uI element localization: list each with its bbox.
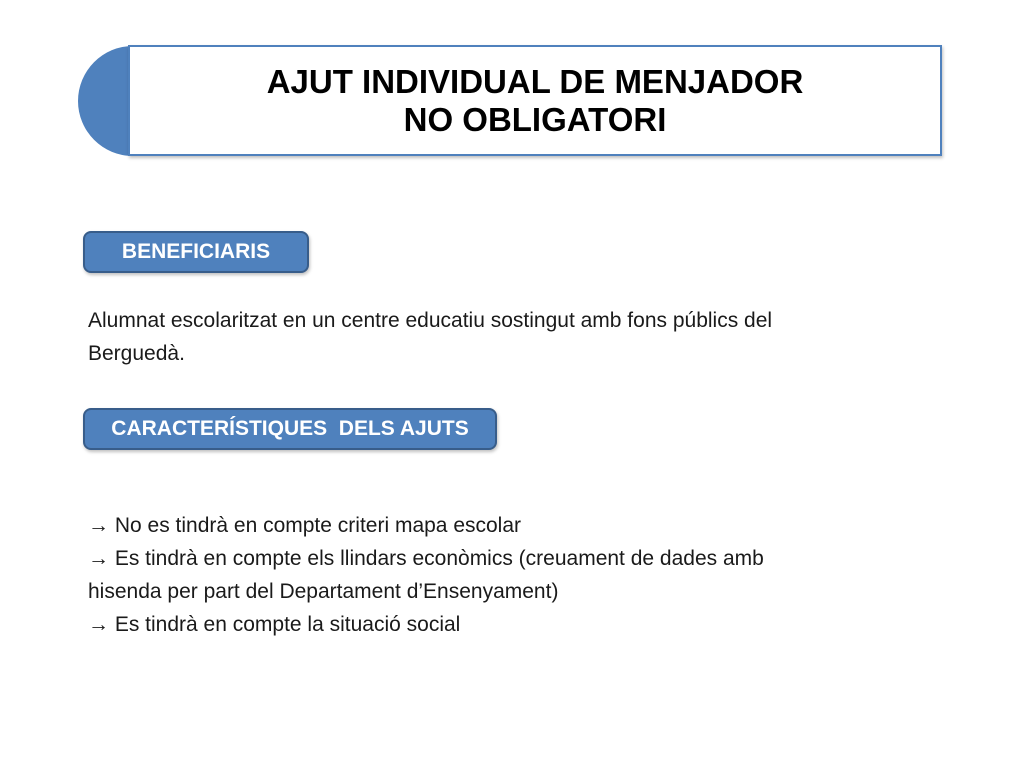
caracteristiques-line-2: → Es tindrà en compte els llindars econòmics (creuament de dades amb [88,547,764,570]
caracteristiques-line-1: → No es tindrà en compte criteri mapa escolar [88,514,522,537]
caracteristiques-list [88,509,948,641]
caracteristiques-line-4: → Es tindrà en compte la situació social [88,613,461,636]
beneficiaris-description [88,304,948,370]
title-banner [128,45,942,156]
caracteristiques-line-3: hisenda per part del Departament d’Ensenyament) [88,580,559,603]
beneficiaris-description-line-1: Alumnat escolaritzat en un centre educatiu sostingut amb fons públics del [88,309,773,332]
page-title-line-1: AJUT INDIVIDUAL DE MENJADOR [266,62,804,100]
caracteristiques-heading: CARACTERÍSTIQUES DELS AJUTS [83,408,497,450]
beneficiaris-description-line-2: Berguedà. [88,342,185,365]
page-title-line-2: NO OBLIGATORI [403,100,667,138]
beneficiaris-heading: BENEFICIARIS [83,231,309,273]
